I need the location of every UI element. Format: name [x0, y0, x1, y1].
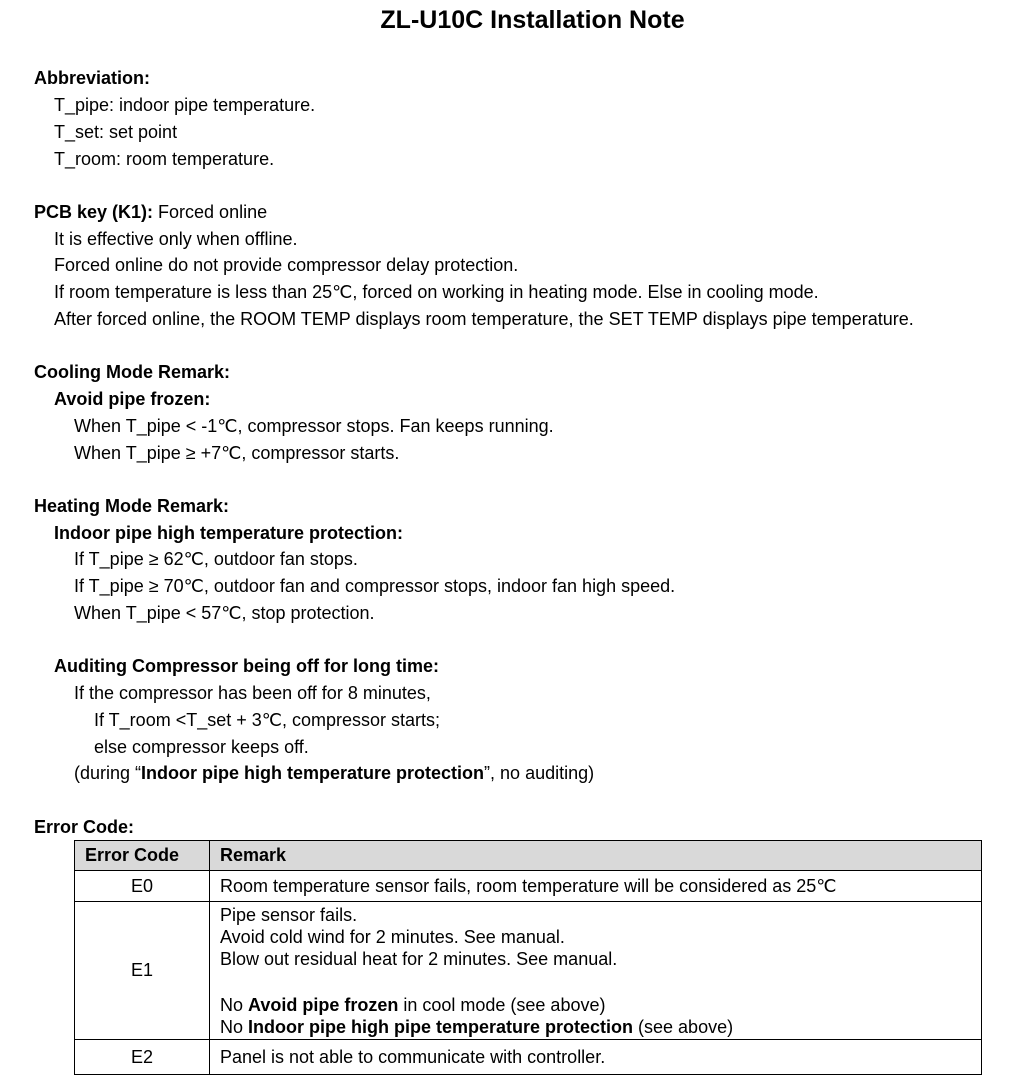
remark-suffix: in cool mode (see above)	[398, 994, 606, 1015]
pcb-key-line: It is effective only when offline.	[54, 229, 298, 249]
abbreviation-item: T_room: room temperature.	[54, 149, 275, 169]
remark-spacer	[220, 970, 971, 994]
cooling-heading: Cooling Mode Remark:	[34, 362, 231, 382]
column-header-remark: Remark	[210, 841, 982, 871]
pcb-key-line: After forced online, the ROOM TEMP displays room temperature, the SET TEMP displays pipe temperature.	[54, 309, 914, 329]
error-code-cell: E1	[75, 902, 210, 1040]
auditing-note-prefix: (during “	[74, 763, 142, 783]
auditing-line: If the compressor has been off for 8 minutes,	[74, 683, 431, 703]
remark-suffix: (see above)	[633, 1016, 734, 1037]
error-code-heading: Error Code:	[34, 817, 135, 837]
remark-line: Pipe sensor fails.	[220, 904, 358, 925]
remark-cell: Room temperature sensor fails, room temperature will be considered as 25℃	[210, 871, 982, 902]
auditing-line: If T_room <T_set + 3℃, compressor starts;	[94, 710, 440, 730]
auditing-subheading: Auditing Compressor being off for long time:	[54, 656, 439, 676]
pcb-key-line: Forced online do not provide compressor delay protection.	[54, 255, 519, 275]
heating-line: If T_pipe ≥ 70℃, outdoor fan and compressor stops, indoor fan high speed.	[74, 576, 676, 596]
auditing-note-suffix: ”, no auditing)	[484, 763, 595, 783]
heating-heading: Heating Mode Remark:	[34, 496, 230, 516]
remark-prefix: No	[220, 994, 249, 1015]
error-code-cell: E0	[75, 871, 210, 902]
heating-line: When T_pipe < 57℃, stop protection.	[74, 603, 375, 623]
pcb-key-heading: PCB key (K1):	[34, 202, 154, 222]
remark-line	[220, 1016, 971, 1038]
abbreviation-item: T_pipe: indoor pipe temperature.	[54, 95, 316, 115]
pcb-key-heading-rest: Forced online	[153, 202, 268, 222]
abbreviation-item: T_set: set point	[54, 122, 178, 142]
cooling-line: When T_pipe < -1℃, compressor stops. Fan keeps running.	[74, 416, 554, 436]
auditing-note-bold: Indoor pipe high temperature protection	[141, 763, 485, 783]
auditing-note	[74, 762, 594, 784]
abbreviation-heading: Abbreviation:	[34, 68, 151, 88]
remark-cell: Panel is not able to communicate with controller.	[210, 1040, 982, 1075]
heating-line: If T_pipe ≥ 62℃, outdoor fan stops.	[74, 549, 358, 569]
error-code-table	[74, 840, 982, 1075]
remark-bold: Avoid pipe frozen	[248, 994, 399, 1015]
pcb-key-heading-line	[34, 201, 267, 223]
table-header-row	[75, 841, 982, 871]
auditing-line: else compressor keeps off.	[94, 737, 309, 757]
remark-line: Avoid cold wind for 2 minutes. See manual.	[220, 926, 565, 947]
cooling-subheading: Avoid pipe frozen:	[54, 389, 211, 409]
remark-line: Blow out residual heat for 2 minutes. See manual.	[220, 948, 618, 969]
remark-bold: Indoor pipe high pipe temperature protection	[248, 1016, 634, 1037]
table-row	[75, 902, 982, 1040]
page-title: ZL-U10C Installation Note	[380, 6, 685, 34]
table-row	[75, 871, 982, 902]
remark-cell	[210, 902, 982, 1040]
error-code-cell: E2	[75, 1040, 210, 1075]
heating-subheading: Indoor pipe high temperature protection:	[54, 523, 404, 543]
cooling-line: When T_pipe ≥ +7℃, compressor starts.	[74, 443, 400, 463]
table-row	[75, 1040, 982, 1075]
pcb-key-line: If room temperature is less than 25℃, forced on working in heating mode. Else in cooling mode.	[54, 282, 819, 302]
column-header-error-code: Error Code	[75, 841, 210, 871]
remark-line	[220, 994, 971, 1016]
remark-prefix: No	[220, 1016, 249, 1037]
